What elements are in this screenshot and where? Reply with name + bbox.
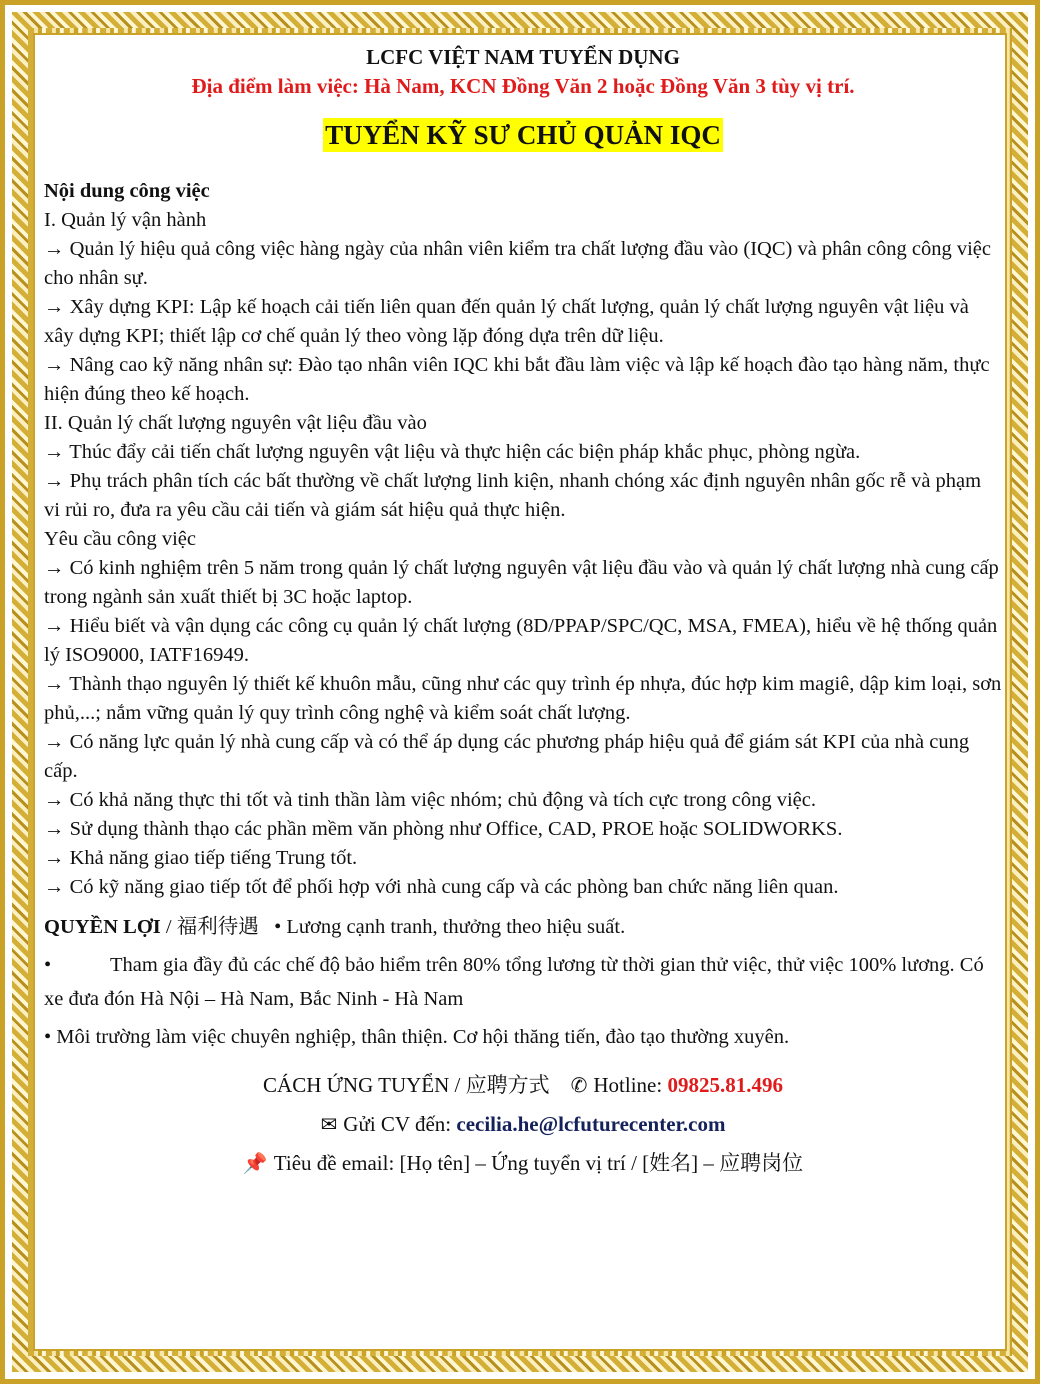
benefits-heading: QUYỀN LỢI (44, 916, 161, 938)
job-title-wrap (44, 118, 1002, 153)
benefit-item: Tham gia đầy đủ các chế độ bảo hiểm trên 80% tổng lương từ thời gian thử việc, thử việc 100% lương. Có xe đưa đón Hà Nội – Hà Nam, Bắc Ninh - Hà Nam (44, 954, 984, 1010)
job-line: → Có khả năng thực thi tốt và tinh thần làm việc nhóm; chủ động và tích cực trong công việc. (44, 789, 817, 811)
job-line: → Khả năng giao tiếp tiếng Trung tốt. (44, 847, 358, 869)
job-line: → Thành thạo nguyên lý thiết kế khuôn mẫu, cũng như các quy trình ép nhựa, đúc hợp kim magiê, dập kim loại, sơn phủ,...; nắm vững quản lý quy trình công nghệ và kiểm soát chất lượng. (44, 673, 1002, 724)
mail-icon: ✉ (320, 1112, 338, 1136)
job-lines (44, 206, 1002, 902)
job-line: → Nâng cao kỹ năng nhân sự: Đào tạo nhân viên IQC khi bắt đầu làm việc và lập kế hoạch đào tạo hàng năm, thực hiện đúng theo kế hoạch. (44, 354, 990, 405)
job-line: → Có kỹ năng giao tiếp tốt để phối hợp với nhà cung cấp và các phòng ban chức năng liên quan. (44, 876, 839, 898)
work-location: Địa điểm làm việc: Hà Nam, KCN Đồng Văn 2 hoặc Đồng Văn 3 tùy vị trí. (191, 74, 855, 98)
company-title: LCFC VIỆT NAM TUYỂN DỤNG (366, 45, 680, 69)
apply-method: CÁCH ỨNG TUYỂN / 应聘方式 (263, 1073, 550, 1097)
cv-label: Gửi CV đến: (343, 1112, 457, 1136)
benefit-first-row (44, 910, 1002, 944)
apply-method-row (44, 1066, 1002, 1105)
job-line: → Có kinh nghiệm trên 5 năm trong quản lý chất lượng nguyên vật liệu đầu vào và quản lý chất lượng nhà cung cấp trong ngành sản xuất thiết bị 3C hoặc laptop. (44, 557, 999, 608)
cv-row (44, 1105, 1002, 1144)
benefits-section (44, 910, 1002, 1054)
benefit-third-row (44, 1020, 1002, 1054)
benefit-item: • Môi trường làm việc chuyên nghiệp, thân thiện. Cơ hội thăng tiến, đào tạo thường xuyên. (44, 1026, 790, 1048)
benefit-second-row (44, 948, 1002, 1016)
benefit-item: • Lương cạnh tranh, thưởng theo hiệu suất. (274, 916, 626, 938)
bullet: • (44, 954, 52, 976)
job-line: → Xây dựng KPI: Lập kế hoạch cải tiến liên quan đến quản lý chất lượng, quản lý chất lượng nguyên vật liệu và xây dựng KPI; thiết lập cơ chế quản lý theo vòng lặp đóng dựa trên dữ liệu. (44, 296, 969, 347)
apply-section (44, 1066, 1002, 1183)
job-line: → Phụ trách phân tích các bất thường về chất lượng linh kiện, nhanh chóng xác định nguyên nhân gốc rễ và phạm vi rủi ro, đưa ra yêu cầu cải tiến và giám sát hiệu quả thực hiện. (44, 470, 982, 521)
pin-icon: 📌 (242, 1151, 268, 1175)
job-line: → Sử dụng thành thạo các phần mềm văn phòng như Office, CAD, PROE hoặc SOLIDWORKS. (44, 818, 843, 840)
subject-row (44, 1144, 1002, 1183)
email-subject: Tiêu đề email: [Họ tên] – Ứng tuyển vị trí / [姓名] – 应聘岗位 (273, 1151, 804, 1175)
job-line: → Có năng lực quản lý nhà cung cấp và có thể áp dụng các phương pháp hiệu quả để giám sát KPI của nhà cung cấp. (44, 731, 970, 782)
job-line: II. Quản lý chất lượng nguyên vật liệu đầu vào (44, 412, 427, 434)
job-line: → Quản lý hiệu quả công việc hàng ngày của nhân viên kiểm tra chất lượng đầu vào (IQC) và phân công công việc cho nhân sự. (44, 238, 991, 289)
job-content-heading: Nội dung công việc (44, 180, 210, 202)
job-title: TUYỂN KỸ SƯ CHỦ QUẢN IQC (325, 120, 721, 150)
email-link[interactable]: cecilia.he@lcfuturecenter.com (456, 1112, 726, 1136)
benefits-heading-cn: / 福利待遇 (160, 916, 259, 938)
job-line: → Thúc đẩy cải tiến chất lượng nguyên vật liệu và thực hiện các biện pháp khắc phục, phòng ngừa. (44, 441, 861, 463)
hotline-label: Hotline: (593, 1073, 668, 1097)
hotline-number[interactable]: 09825.81.496 (667, 1073, 783, 1097)
job-line: → Hiểu biết và vận dụng các công cụ quản lý chất lượng (8D/PPAP/SPC/QC, MSA, FMEA), hiểu về hệ thống quản lý ISO9000, IATF16949. (44, 615, 998, 666)
phone-icon: ✆ (570, 1073, 588, 1097)
job-line: Yêu cầu công việc (44, 528, 196, 550)
job-posting (44, 42, 1002, 1183)
job-line: I. Quản lý vận hành (44, 209, 207, 231)
